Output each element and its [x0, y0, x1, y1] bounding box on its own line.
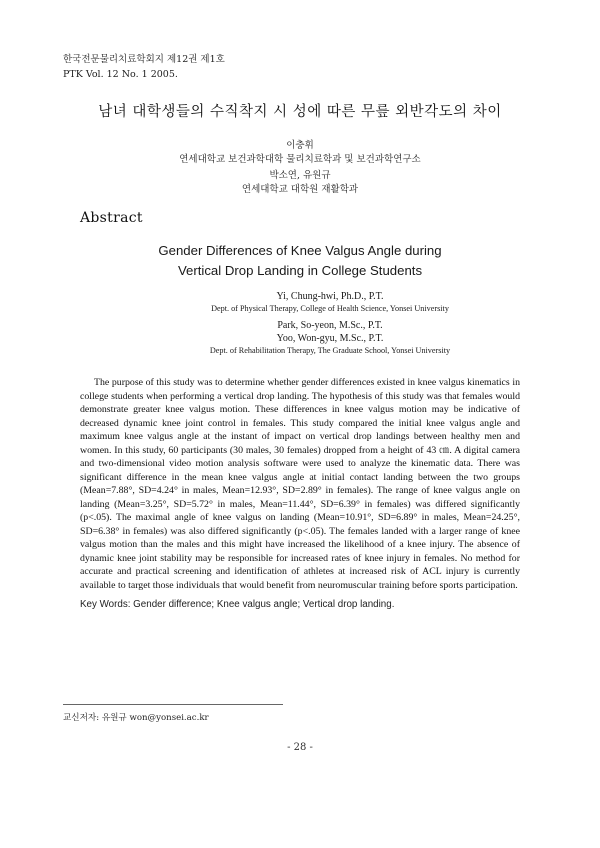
abstract-body: The purpose of this study was to determine whether gender differences existed in knee valgus kinematics in college students when performing a vertical drop landing. The hypothesis of this study was that females would demonstrate greater knee valgus motion. These differences in knee valgus motion may be indicative of decreased dynamic knee joint control in females. This study compared the initial knee valgus angle and maximum knee valgus angle at the instant of impact on vertical drop landings between healthy men and women. In this study, 60 participants (30 males, 30 females) dropped from a height of 43 ㎝. A digital camera and two-dimensional video motion analysis software were used to analyze the kinematic data. There was significant difference in the mean knee valgus angle at initial contact landing between the two groups (Mean=7.88°, SD=4.24° in males, Mean=12.93°, SD=2.89° in females). The range of knee valgus angle on landing (Mean=3.25°, SD=5.72° in males, Mean=11.44°, SD=6.39° in females) was differed significantly (p<.05). The maximal angle of knee valgus on landing (Mean=10.91°, SD=6.89° in males, Mean=24.25°, SD=6.38° in females) was also differed significantly (p<.05). The females landed with a larger range of knee valgus motion than the males and this might have increased the likelihood of a knee injury. The absence of dynamic knee joint stability may be responsible for increased rates of knee injury in females. No method for accurate and practical screening and identification of athletes at increased risk of ACL injury is currently available to target those individuals that would benefit from neuromuscular training before sports participation. — [80, 377, 520, 591]
english-author-block-1 — [170, 290, 490, 314]
korean-title: 남녀 대학생들의 수직착지 시 성에 따른 무릎 외반각도의 차이 — [98, 104, 502, 120]
english-author-block-2 — [170, 319, 490, 356]
english-affiliation-2: Dept. of Rehabilitation Therapy, The Graduate School, Yonsei University — [209, 346, 451, 355]
journal-name-korean: 한국전문물리치료학회지 제12권 제1호 — [63, 54, 225, 65]
english-title — [0, 241, 600, 281]
abstract-heading: Abstract — [80, 210, 143, 226]
english-title-line-1: Gender Differences of Knee Valgus Angle during — [158, 243, 442, 258]
keywords: Key Words: Gender difference; Knee valgus angle; Vertical drop landing. — [80, 599, 395, 610]
english-author-2: Park, So-yeon, M.Sc., P.T. — [277, 320, 383, 331]
footnote-divider — [63, 704, 283, 705]
english-affiliation-1: Dept. of Physical Therapy, College of Health Science, Yonsei University — [211, 304, 449, 313]
journal-header — [63, 52, 225, 82]
english-author-3: Yoo, Won-gyu, M.Sc., P.T. — [276, 333, 384, 344]
corresponding-author-footnote: 교신저자: 유원규 won@yonsei.ac.kr — [63, 713, 209, 723]
korean-author-2: 박소연, 유원규 — [269, 170, 331, 181]
journal-volume: PTK Vol. 12 No. 1 2005. — [63, 69, 178, 80]
korean-affiliation-2: 연세대학교 대학원 재활학과 — [241, 184, 359, 195]
korean-author-1: 이충휘 — [286, 140, 314, 151]
english-author-1: Yi, Chung-hwi, Ph.D., P.T. — [276, 291, 384, 302]
english-title-line-2: Vertical Drop Landing in College Students — [177, 263, 423, 278]
korean-affiliation-1: 연세대학교 보건과학대학 물리치료학과 및 보건과학연구소 — [179, 154, 421, 165]
page-number: - 28 - — [287, 742, 313, 753]
